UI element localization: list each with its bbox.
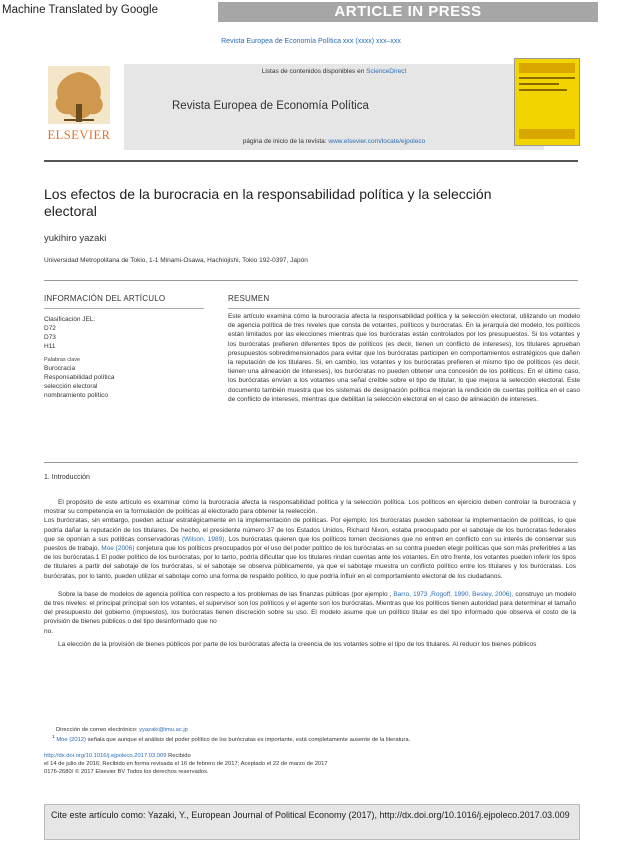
jel-code: D73	[44, 334, 56, 341]
publisher-name: ELSEVIER	[47, 128, 111, 142]
cover-art	[515, 59, 579, 145]
abstract-heading: RESUMEN	[228, 294, 270, 303]
received-label: Recibido	[168, 753, 191, 759]
contents-prefix: Listas de contenidos disponibles en	[261, 68, 365, 75]
keyword-item: nombramiento político	[44, 392, 108, 399]
cite-this-article-box	[44, 804, 580, 840]
footnotes	[44, 726, 574, 744]
journal-info-box	[124, 64, 544, 150]
intro-heading: 1. Introducción	[44, 474, 90, 481]
sciencedirect-link[interactable]: ScienceDirect	[366, 68, 407, 75]
article-in-press-banner: ARTICLE IN PRESS	[218, 2, 598, 22]
intro-paragraph-3	[44, 590, 576, 636]
contents-line	[124, 68, 544, 75]
cite-text[interactable]: Cite este artículo como: Yazaki, Y., European Journal of Political Economy (2017), http://dx.doi.org/10.1016/j.ejpoleco.2017.03.009	[51, 810, 570, 820]
p3-text-a: Sobre la base de modelos de agencia política con respecto a los problemas de las finanzas públicas (por ejemplo ,	[58, 590, 392, 598]
keywords-block	[44, 356, 204, 400]
author-affiliation: Universidad Metropolitana de Tokio, 1-1 Minami-Osawa, Hachiojishi, Tokio 192-0397, Japón	[44, 257, 308, 264]
keyword-item: Responsabilidad política	[44, 374, 115, 381]
email-link[interactable]: yyazaki@tmu.ac.jp	[139, 727, 188, 733]
elsevier-logo	[44, 64, 114, 150]
email-label: Dirección de correo electrónico:	[56, 727, 138, 733]
journal-header	[44, 58, 578, 150]
article-metadata	[44, 752, 574, 776]
footnote-1	[44, 734, 574, 744]
article-title: Los efectos de la burocracia en la responsabilidad política y la selección electoral	[44, 186, 492, 219]
p3-text-b: construyo un modelo de tres niveles: el principal principal son los votantes, el supervisor son los políticos y el agente son los burócratas. Mientras que los políticos tienen autoridad para determinar el tamaño del presupuesto del gobierno (impuestos), los burócratas tienen discreción sobre su uso. El modelo asume que un político titular es del tipo informado que observa el costo de la provisión de bienes públicos o del tipo desinformado que no	[44, 590, 576, 626]
keyword-item: selección electoral	[44, 383, 98, 390]
homepage-prefix: página de inicio de la revista:	[242, 138, 327, 145]
copyright-line: 0176-2680/ © 2017 Elsevier BV Todos los derechos reservados.	[44, 769, 209, 775]
intro-paragraph-1: El propósito de este artículo es examinar cómo la burocracia afecta la responsabilidad política y la selección política. Los políticos en ejercicio deben controlar la burocracia y mostrar su competencia en la formulación de políticas al electorado para obtener la reelección.	[44, 499, 576, 516]
title-divider	[44, 280, 578, 281]
wilson-citation-link[interactable]: (Wilson, 1989)	[181, 535, 225, 543]
abstract-divider	[44, 462, 578, 463]
article-info-rule	[44, 308, 204, 309]
journal-cover-image	[514, 58, 580, 146]
footnote-number: 1	[52, 735, 55, 740]
article-info-heading: INFORMACIÓN DEL ARTÍCULO	[44, 294, 166, 303]
homepage-link[interactable]: www.elsevier.com/locate/ejpoleco	[328, 138, 426, 145]
intro-paragraph-2	[44, 516, 576, 580]
p2-text-b: . Los burócratas quieren que los políticos tomen decisiones que no entren en conflicto con su interés de conservar sus puestos de trabajo.	[44, 535, 576, 553]
jel-label: Clasificación JEL:	[44, 316, 96, 323]
homepage-line	[124, 138, 544, 145]
moe-citation-link[interactable]: Moe (2006)	[101, 545, 135, 553]
journal-citation-line[interactable]: Revista Europea de Economía Política xxx (xxxx) xxx–xxx	[221, 38, 401, 45]
jel-block	[44, 315, 204, 351]
jel-code: D72	[44, 325, 56, 332]
doi-link[interactable]: http://dx.doi.org/10.1016/j.ejpoleco.2017.03.009	[44, 753, 167, 759]
top-bar	[0, 0, 622, 22]
intro-paragraph-4: La elección de la provisión de bienes públicos por parte de los burócratas afecta la creencia de los votantes sobre el tipo de los titulares. Al reducir los bienes públicos	[58, 640, 537, 648]
moe-2012-citation-link[interactable]: Moe (2012)	[56, 736, 86, 743]
dates-line: el 14 de julio de 2016; Recibido en forma revisada el 16 de febrero de 2017; Aceptado el 22 de marzo de 2017	[44, 761, 328, 767]
keywords-label: Palabras clave	[44, 357, 81, 363]
doi-line	[44, 752, 574, 760]
email-footnote	[44, 726, 574, 734]
header-divider	[44, 160, 578, 162]
barro-rogoff-besley-citation-link[interactable]: Barro, 1973 ,Rogoff, 1990, Besley, 2006),	[393, 590, 514, 598]
p3-text-c: no.	[44, 627, 54, 635]
jel-code: H11	[44, 343, 56, 350]
author-name: yukihiro yazaki	[44, 233, 107, 244]
journal-title: Revista Europea de Economía Política	[172, 100, 369, 112]
abstract-rule	[228, 308, 580, 309]
keyword-item: Burocracia	[44, 365, 76, 372]
abstract-text: Este artículo examina cómo la burocracia afecta la responsabilidad política y la selección electoral, utilizando un modelo de agencia política de tres niveles que consta de votantes, políticos y burócratas. En la jerarquía del modelo, los políticos están limitados por las elecciones mientras que los burócratas están controlados por los presupuestos. Si los votantes y los burócratas prefieren diferentes tipos de políticos (es decir, tienen un conflicto de intereses), los titulares aprueban presupuestos sobredimensionados para evitar que los burócratas participen en comportamientos estratégicos que dañen la reputación de los titulares. Si, en cambio, los votantes y los burócratas prefieren el mismo tipo de políticos (es decir, tienen una alineación de intereses), los burócratas no pueden obtener una concesión de los políticos. En el último caso, los burócratas envían a los votantes una señal creíble sobre el tipo de titular, lo que mejora la selección electoral. Este documento también muestra que los sistemas de designación política mejoran la rendición de cuentas política en el caso de conflicto de intereses, mientras que debilitan la selección electoral en el caso de alineación de intereses.	[228, 313, 580, 403]
footnote-1-text: señala que aunque el análisis del poder político de los burócratas es importante, está completamente ausente de la literatura.	[87, 736, 411, 743]
intro-body	[44, 498, 576, 649]
machine-translated-label: Machine Translated by Google	[2, 4, 158, 16]
p2-text-a: Los burócratas, sin embargo, pueden actuar estratégicamente en la implementación de políticas. Por ejemplo, los burócratas pueden sabotear la implementación de políticas, lo que podría dañar la reputación de los titulares. De hecho, el presidente número 37 de los Estados Unidos, Richard Nixon, estaba preocupado por el sabotaje de los burócratas federales que se oponían a sus políticas conservadoras	[44, 517, 576, 543]
p2-text-c: conjetura que los políticos preocupados por el uso del poder político de los burócratas en su contra pueden elegir políticas que son más preferibles a las de los burócratas.1 El poder político de los burócratas, por lo tanto, podría dificultar que los titulares rindan cuentas ante los votantes. En otro frente, los votantes pueden inferir los tipos de titulares a partir del sabotaje de los burócratas, si el sabotaje se observa públicamente, ya que el sabotaje muestra un conflicto político entre los titulares y los burócratas. Los burócratas, por lo tanto, pueden utilizar el sabotaje como una forma de respaldo político, lo que podría influir en el comportamiento electoral de los ciudadanos.	[44, 545, 576, 580]
